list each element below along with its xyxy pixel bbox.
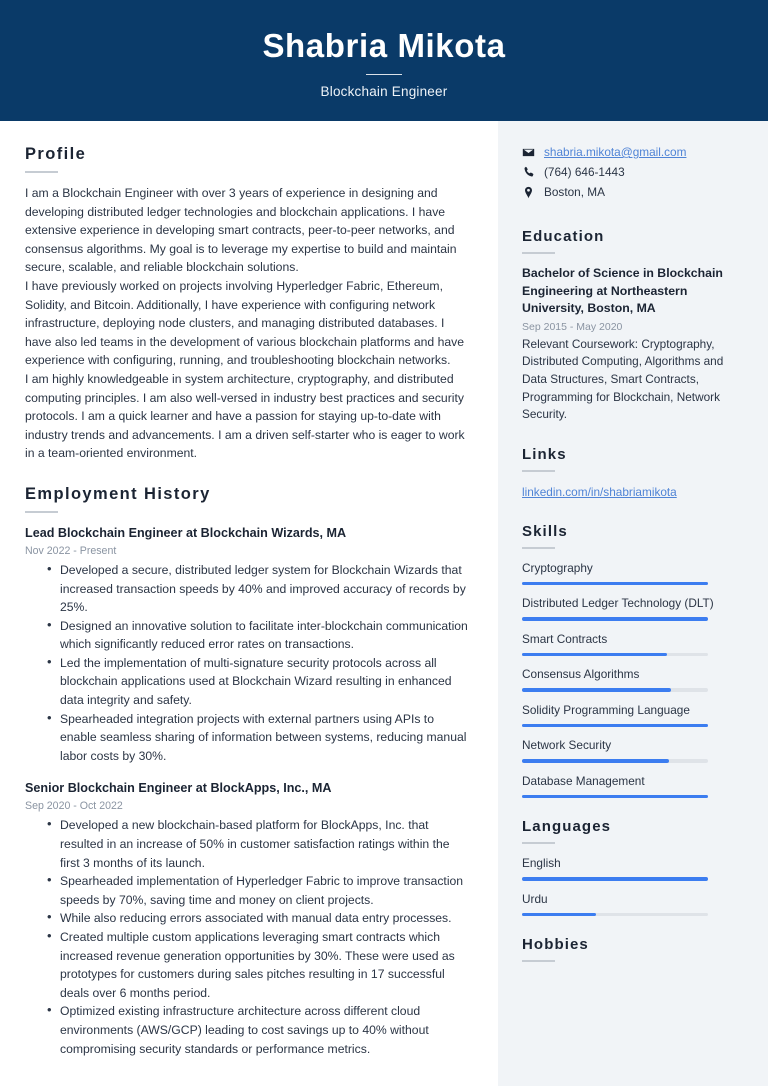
skill-label: Solidity Programming Language — [522, 702, 690, 717]
main-column — [0, 121, 498, 1086]
job-bullet: • Created multiple custom applications leveraging smart contracts which increased revenue generation opportunities by 30%. These were used as prototypes for customers during sales pitches resulting in 17 successful deals over 6 months period. — [47, 928, 470, 1002]
location-text: Boston, MA — [544, 185, 605, 199]
skill-label: Smart Contracts — [522, 631, 608, 646]
skill-bar-fill — [522, 795, 708, 799]
skills-heading-underline — [522, 547, 555, 549]
job-bullet: • Spearheaded integration projects with external partners using APIs to enable seamless sharing of information between systems, reducing manual labor costs by 30%. — [47, 710, 470, 766]
job-bullet: • Developed a new blockchain-based platform for BlockApps, Inc. that resulted in an increase of 50% in customer satisfaction ratings within the first 3 months of its launch. — [47, 816, 470, 872]
location-pin-icon — [522, 186, 535, 199]
skill-label: Network Security — [522, 738, 612, 753]
links-heading: Links — [522, 445, 567, 463]
job-bullet: • Developed a secure, distributed ledger system for Blockchain Wizards that increased transaction speeds by 40% and improved accuracy of records by 25%. — [47, 561, 470, 617]
linkedin-link[interactable]: linkedin.com/in/shabriamikota — [522, 484, 677, 499]
education-date: Sep 2015 - May 2020 — [522, 320, 623, 333]
sidebar-column — [498, 121, 768, 1086]
language-bar-fill — [522, 913, 596, 917]
profile-paragraph: I have previously worked on projects involving Hyperledger Fabric, Ethereum, Solidity, and Bitcoin. Additionally, I have experience with configuring network infrastructure, deploying node clusters, and managing distributed databases. I have also led teams in the development of various blockchain platforms and have experience with configuring, running, and troubleshooting blockchain networks. — [25, 278, 465, 368]
skill-item — [522, 666, 742, 692]
skill-bar-track — [522, 795, 708, 799]
job-bullet: • While also reducing errors associated with manual data entry processes. — [47, 909, 470, 928]
phone-number: (764) 646-1443 — [544, 165, 625, 179]
skill-item — [522, 631, 742, 657]
job-date: Nov 2022 - Present — [25, 544, 117, 557]
contact-row-location — [522, 183, 742, 202]
skill-bar-track — [522, 759, 708, 763]
employment-heading-underline — [25, 511, 58, 513]
header-divider — [366, 74, 402, 76]
job-bullet-list — [47, 561, 470, 766]
contact-info — [522, 143, 742, 202]
skill-bar-fill — [522, 617, 708, 621]
skill-bar-track — [522, 724, 708, 728]
skill-item — [522, 737, 742, 763]
language-label: Urdu — [522, 891, 548, 906]
profile-text — [25, 184, 470, 463]
hobbies-heading-underline — [522, 960, 555, 962]
skill-item — [522, 560, 742, 586]
job-bullet-list — [47, 816, 470, 1058]
section-languages — [522, 818, 742, 916]
language-bar-track — [522, 913, 708, 917]
skill-item — [522, 702, 742, 728]
job-bullet: • Optimized existing infrastructure architecture across different cloud environments (AWS/GCP) leading to cost savings up to 40% without compromising security standards or performance metrics. — [47, 1002, 470, 1058]
section-skills — [522, 523, 742, 799]
candidate-name: Shabria Mikota — [262, 26, 506, 64]
skill-item — [522, 773, 742, 799]
employment-heading: Employment History — [25, 484, 211, 503]
candidate-job-title: Blockchain Engineer — [320, 84, 448, 100]
skill-bar-fill — [522, 688, 671, 692]
languages-heading-underline — [522, 842, 555, 844]
job-bullet: • Spearheaded implementation of Hyperledger Fabric to improve transaction speeds by 70%, saving time and money on client projects. — [47, 872, 470, 909]
profile-paragraph: I am highly knowledgeable in system architecture, cryptography, and distributed computing principles. I am also well-versed in industry best practices and security protocols. I am a quick learner and have a passion for staying up-to-date with industry trends and advancements. I am a driven self-starter who is eager to work in a team-oriented environment. — [25, 371, 465, 461]
job-bullet: • Led the implementation of multi-signature security protocols across all blockchain applications used at Blockchain Wizard resulting in enhanced data integrity and safety. — [47, 654, 470, 710]
language-item — [522, 855, 742, 881]
section-links — [522, 446, 742, 501]
hobbies-heading: Hobbies — [522, 936, 589, 954]
profile-heading: Profile — [25, 145, 87, 163]
employment-entry — [25, 779, 470, 1058]
profile-paragraph: I am a Blockchain Engineer with over 3 years of experience in designing and developing distributed ledger technologies and blockchain applications. I have extensive experience in developing smart contracts, peer-to-peer networks, and consensus algorithms. My goal is to leverage my expertise to build and maintain secure, scalable, and reliable blockchain solutions. — [25, 186, 457, 275]
profile-heading-underline — [25, 171, 58, 173]
skill-label: Cryptography — [522, 560, 593, 575]
job-title: Lead Blockchain Engineer at Blockchain Wizards, MA — [25, 525, 347, 540]
skill-bar-fill — [522, 724, 708, 728]
resume-header — [0, 0, 768, 121]
education-description: Relevant Coursework: Cryptography, Distributed Computing, Algorithms and Data Structures, Smart Contracts, Programming for Blockchain, Network Security. — [522, 336, 724, 422]
skill-bar-fill — [522, 582, 708, 586]
envelope-icon — [522, 146, 535, 159]
skill-bar-fill — [522, 759, 669, 763]
section-education — [522, 228, 742, 424]
skill-bar-track — [522, 617, 708, 621]
job-bullet: • Designed an innovative solution to facilitate inter-blockchain communication which significantly reduced error rates on transactions. — [47, 617, 470, 654]
job-title: Senior Blockchain Engineer at BlockApps, Inc., MA — [25, 781, 332, 796]
skill-bar-track — [522, 653, 708, 657]
section-employment-history — [25, 485, 470, 1058]
skill-label: Distributed Ledger Technology (DLT) — [522, 596, 714, 611]
skills-heading: Skills — [522, 522, 568, 540]
skill-bar-fill — [522, 653, 667, 657]
email-link[interactable]: shabria.mikota@gmail.com — [544, 145, 687, 159]
language-item — [522, 891, 742, 917]
skill-label: Consensus Algorithms — [522, 667, 640, 682]
contact-row-phone — [522, 163, 742, 182]
language-label: English — [522, 856, 561, 871]
contact-row-email[interactable] — [522, 143, 742, 162]
education-heading-underline — [522, 252, 555, 254]
skill-bar-track — [522, 582, 708, 586]
languages-heading: Languages — [522, 818, 612, 836]
skill-item — [522, 595, 742, 621]
language-bar-track — [522, 877, 708, 881]
section-profile — [25, 145, 470, 463]
section-hobbies — [522, 936, 742, 962]
education-heading: Education — [522, 228, 605, 245]
resume-body — [0, 121, 768, 1086]
job-date: Sep 2020 - Oct 2022 — [25, 800, 123, 813]
skill-label: Database Management — [522, 773, 645, 788]
education-degree: Bachelor of Science in Blockchain Engineering at Northeastern University, Boston, MA — [522, 266, 723, 316]
employment-entry — [25, 524, 470, 766]
phone-icon — [522, 166, 535, 179]
skill-bar-track — [522, 688, 708, 692]
language-bar-fill — [522, 877, 708, 881]
links-heading-underline — [522, 470, 555, 472]
